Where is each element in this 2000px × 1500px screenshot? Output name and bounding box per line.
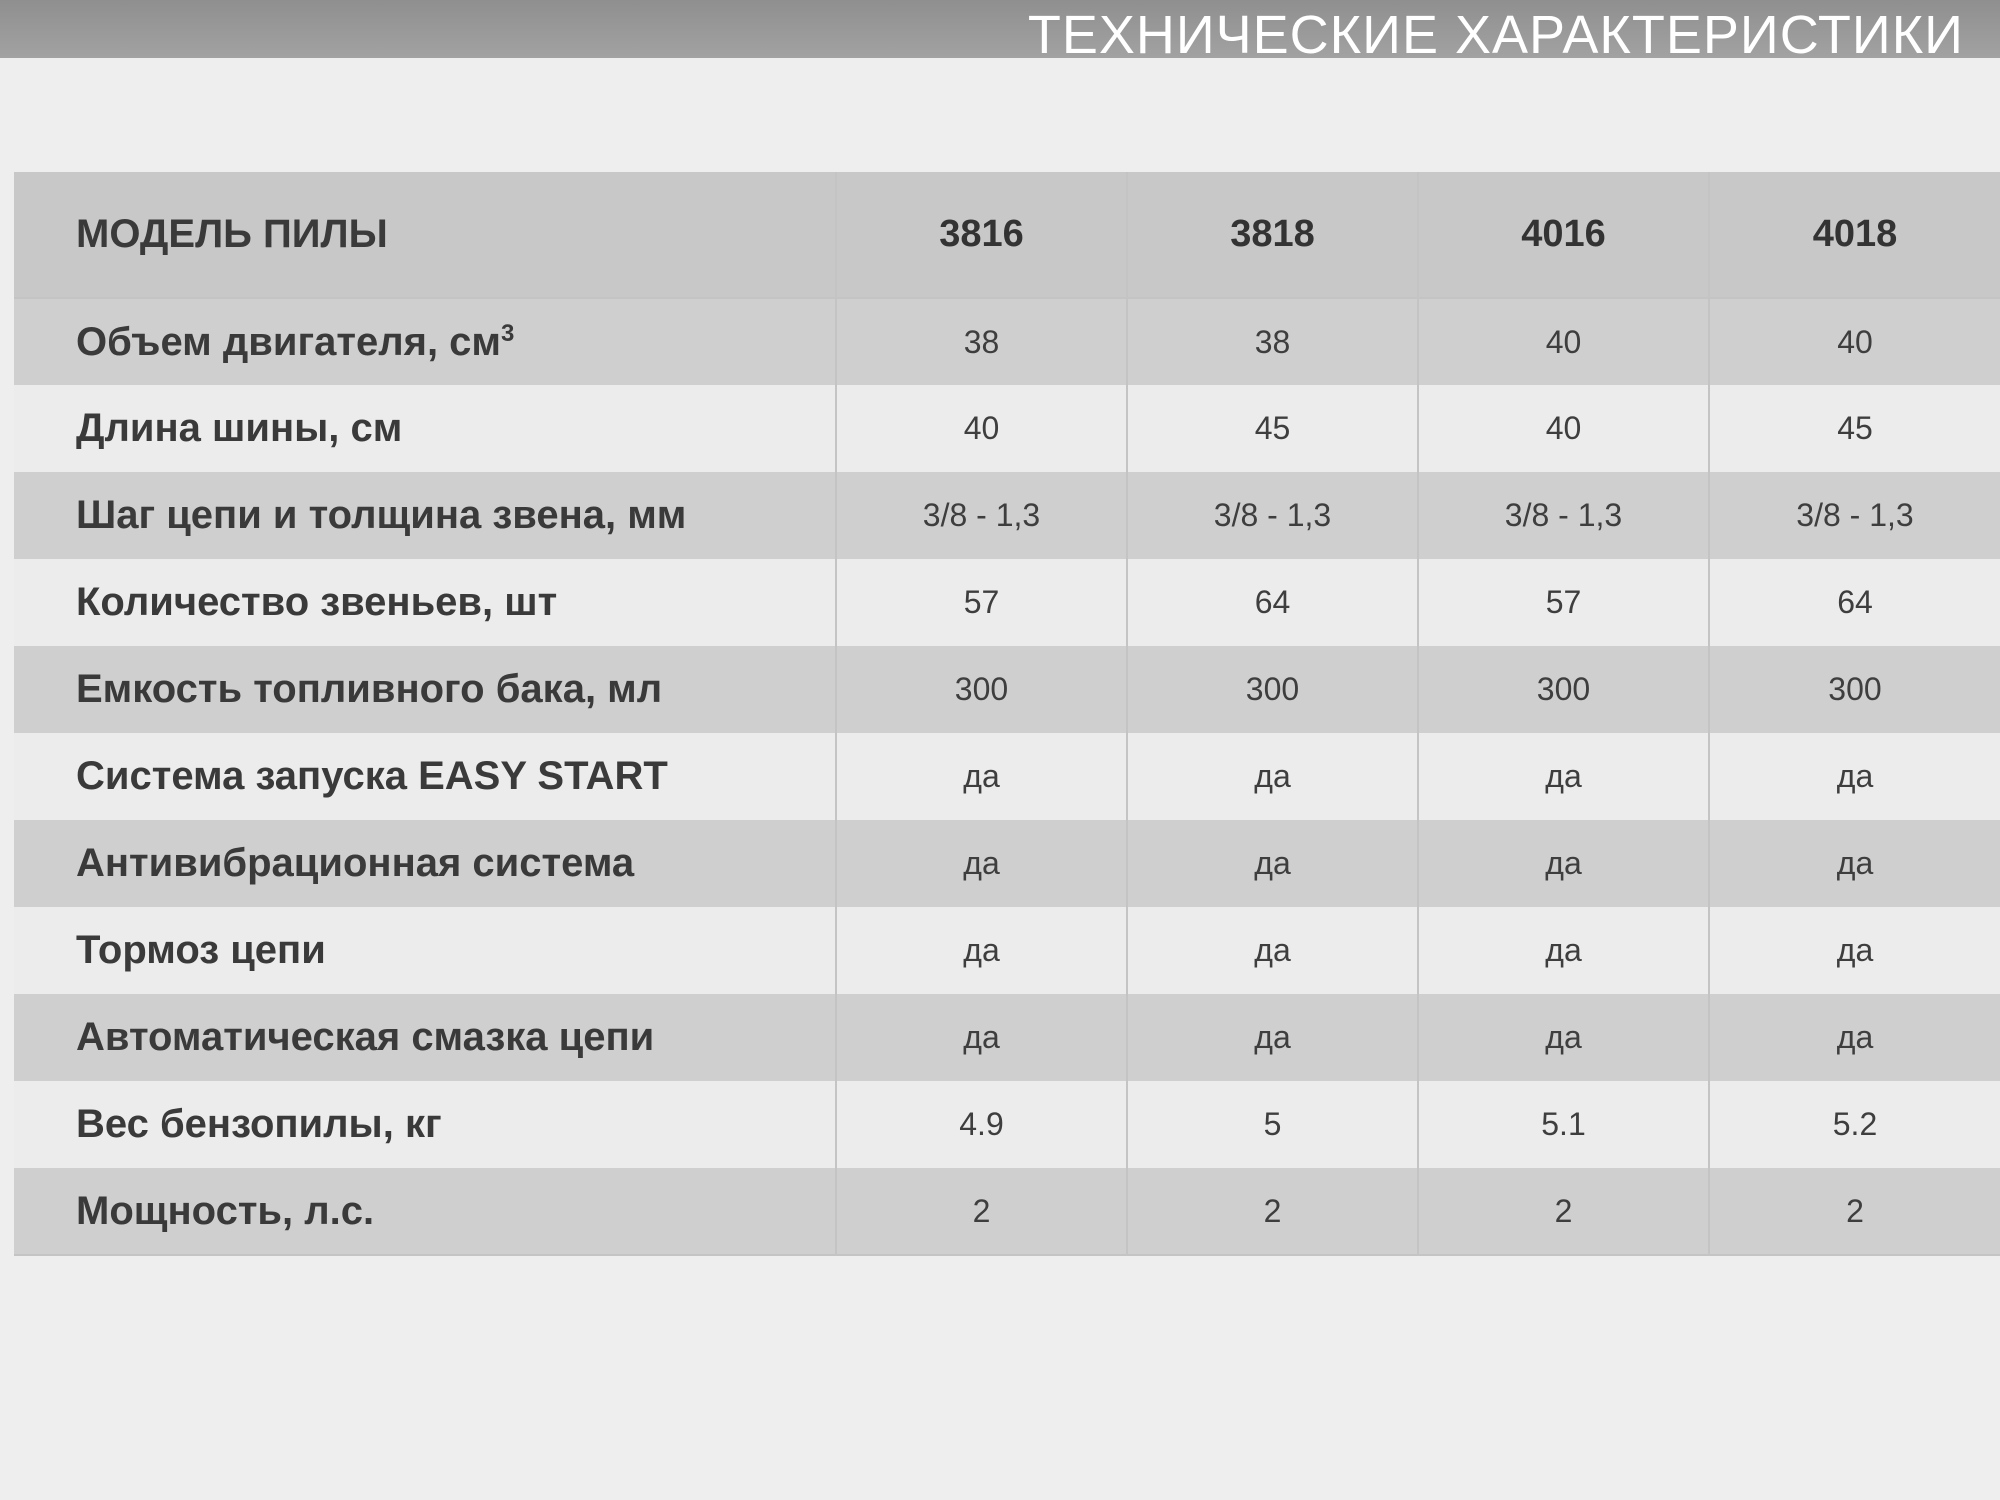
specifications-table <box>14 172 2000 1256</box>
table-cell: 5.2 <box>1709 1081 2000 1168</box>
table-cell: 64 <box>1127 559 1418 646</box>
table-cell: 40 <box>1418 385 1709 472</box>
table-cell: 3/8 - 1,3 <box>836 472 1127 559</box>
table-cell: да <box>836 907 1127 994</box>
table-cell: да <box>1709 907 2000 994</box>
table-cell: 40 <box>1418 298 1709 385</box>
table-cell: 2 <box>836 1168 1127 1255</box>
table-cell: да <box>1418 733 1709 820</box>
table-cell: 45 <box>1127 385 1418 472</box>
row-label-text: Объем двигателя, см <box>76 319 501 364</box>
table-cell: да <box>836 994 1127 1081</box>
table-cell: 40 <box>836 385 1127 472</box>
table-cell: 3/8 - 1,3 <box>1127 472 1418 559</box>
table-cell: да <box>1709 733 2000 820</box>
table-cell: 57 <box>1418 559 1709 646</box>
table-cell: да <box>836 820 1127 907</box>
table-row <box>14 907 2000 994</box>
table-cell: 45 <box>1709 385 2000 472</box>
table-cell: 5.1 <box>1418 1081 1709 1168</box>
table-row <box>14 820 2000 907</box>
table-cell: 300 <box>836 646 1127 733</box>
table-row <box>14 1081 2000 1168</box>
row-label: Мощность, л.с. <box>76 1188 375 1233</box>
row-label <box>14 298 836 385</box>
model-header-4016: 4016 <box>1418 172 1709 298</box>
model-header-3818: 3818 <box>1127 172 1418 298</box>
row-label: Длина шины, см <box>76 406 403 450</box>
table-cell: 2 <box>1418 1168 1709 1255</box>
table-row <box>14 385 2000 472</box>
table-cell: 38 <box>836 298 1127 385</box>
table-cell: да <box>1418 907 1709 994</box>
row-label: Тормоз цепи <box>76 928 326 972</box>
table-cell: 2 <box>1127 1168 1418 1255</box>
table-cell: да <box>1127 733 1418 820</box>
table-row <box>14 559 2000 646</box>
table-header-row <box>14 172 2000 298</box>
table-cell: да <box>1418 820 1709 907</box>
table-cell: 4.9 <box>836 1081 1127 1168</box>
row-label: Система запуска EASY START <box>76 754 668 798</box>
table-cell: 300 <box>1709 646 2000 733</box>
table-row <box>14 646 2000 733</box>
table-cell: 3/8 - 1,3 <box>1418 472 1709 559</box>
table-cell: 64 <box>1709 559 2000 646</box>
table-row <box>14 1168 2000 1255</box>
model-header-4018: 4018 <box>1709 172 2000 298</box>
row-label: Шаг цепи и толщина звена, мм <box>76 493 687 537</box>
table-cell: да <box>1418 994 1709 1081</box>
table-row <box>14 733 2000 820</box>
table-row <box>14 298 2000 385</box>
row-label: Антивибрационная система <box>76 841 635 885</box>
table-cell: да <box>1127 907 1418 994</box>
table-cell: 2 <box>1709 1168 2000 1255</box>
table-cell: да <box>1127 994 1418 1081</box>
row-label: Количество звеньев, шт <box>76 580 558 624</box>
table-cell: 40 <box>1709 298 2000 385</box>
table-cell: 38 <box>1127 298 1418 385</box>
model-column-header: МОДЕЛЬ ПИЛЫ <box>76 212 388 256</box>
superscript: 3 <box>501 319 515 347</box>
table-cell: да <box>1127 820 1418 907</box>
model-header-3816: 3816 <box>836 172 1127 298</box>
table-cell: да <box>1709 994 2000 1081</box>
table-row <box>14 472 2000 559</box>
table-cell: 300 <box>1127 646 1418 733</box>
row-label: Автоматическая смазка цепи <box>76 1015 655 1059</box>
row-label: Емкость топливного бака, мл <box>76 667 663 711</box>
table-row <box>14 994 2000 1081</box>
row-label: Вес бензопилы, кг <box>76 1102 442 1146</box>
table-cell: да <box>836 733 1127 820</box>
table-cell: 300 <box>1418 646 1709 733</box>
table-cell: 5 <box>1127 1081 1418 1168</box>
table-cell: да <box>1709 820 2000 907</box>
header-bar <box>0 0 2000 65</box>
section-title: ТЕХНИЧЕСКИЕ ХАРАКТЕРИСТИКИ <box>1027 5 1964 65</box>
table-cell: 57 <box>836 559 1127 646</box>
table-cell: 3/8 - 1,3 <box>1709 472 2000 559</box>
